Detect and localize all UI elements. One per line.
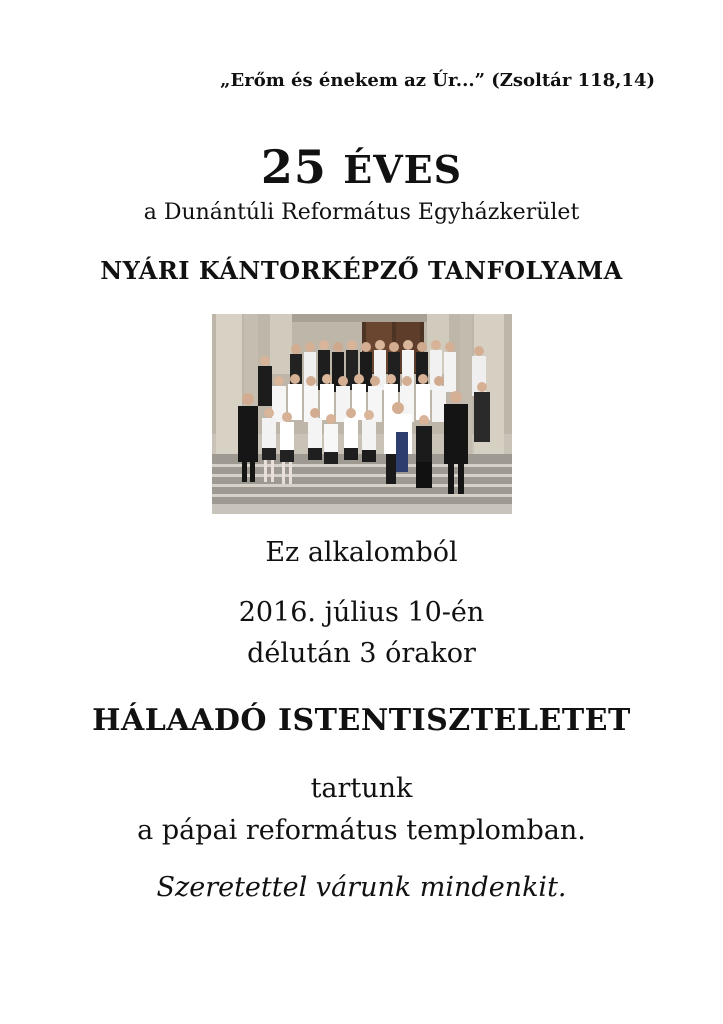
service-title: HÁLAADÓ ISTENTISZTELETET: [92, 703, 631, 738]
anniversary-word: ÉVES: [343, 147, 463, 192]
psalm-quote: „Erőm és énekem az Úr...” (Zsoltár 118,14): [220, 70, 655, 91]
course-title: NYÁRI KÁNTORKÉPZŐ TANFOLYAMA: [100, 256, 623, 285]
location-text: a pápai református templomban.: [137, 815, 586, 846]
event-time: délután 3 órakor: [247, 638, 476, 669]
anniversary-number: 25: [260, 140, 327, 194]
group-photo: [212, 314, 512, 514]
welcome-text: Szeretettel várunk mindenkit.: [156, 872, 567, 903]
organizer-subtitle: a Dunántúli Református Egyházkerület: [143, 200, 580, 225]
occasion-text: Ez alkalomból: [265, 537, 458, 568]
anniversary-title: [0, 140, 723, 194]
event-date: 2016. július 10-én: [238, 597, 485, 628]
group-photo-icon: [212, 314, 512, 514]
tartunk-text: tartunk: [310, 773, 413, 804]
